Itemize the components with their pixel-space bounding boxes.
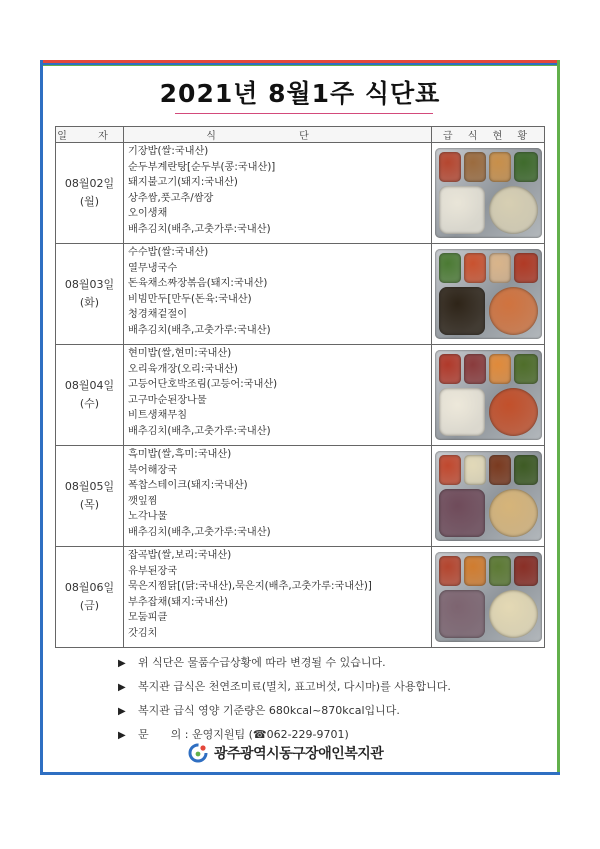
- tray-compartment: [439, 186, 485, 234]
- tray-compartment: [489, 152, 511, 182]
- tray-compartment: [489, 489, 538, 537]
- menu-item: 갓김치: [128, 627, 158, 639]
- menu-item: 고구마순된장나물: [128, 394, 207, 406]
- menu-item: 열무냉국수: [128, 262, 178, 274]
- header-menu: 식 단: [124, 127, 432, 143]
- arrow-icon: ▶: [118, 682, 126, 693]
- tray-compartment: [464, 556, 486, 586]
- tray-compartment: [489, 287, 538, 335]
- menu-item: 폭찹스테이크(돼지:국내산): [128, 480, 248, 492]
- tray-compartment: [514, 152, 538, 182]
- meal-tray-photo: [435, 148, 542, 238]
- menu-item: 노각나물: [128, 511, 168, 523]
- tray-compartment: [489, 186, 538, 234]
- table-row: [56, 547, 545, 648]
- date-cell: [56, 345, 124, 446]
- tray-compartment: [439, 455, 461, 485]
- meal-photo-cell: [432, 345, 545, 446]
- tray-compartment: [464, 152, 486, 182]
- note-text: 문 의 : 운영지원팀 (☎062-229-9701): [138, 728, 349, 741]
- page-title: 2021년 8월1주 식단표: [159, 79, 441, 108]
- menu-item: 현미밥(쌀,현미:국내산): [128, 348, 232, 359]
- tray-compartment: [514, 455, 538, 485]
- menu-item: 오이생채: [128, 208, 168, 220]
- date-label: 08월06일: [64, 581, 115, 594]
- menu-cell: [124, 143, 432, 244]
- tray-compartment: [439, 590, 485, 638]
- note-supply: [118, 651, 548, 675]
- arrow-icon: ▶: [118, 730, 126, 741]
- table-row: [56, 244, 545, 345]
- menu-item: 청경채겉절이: [128, 309, 188, 321]
- header-date: 일 자: [56, 127, 124, 143]
- tray-compartment: [514, 354, 538, 384]
- day-of-week: (금): [79, 599, 100, 612]
- menu-table-body: [56, 143, 545, 648]
- menu-item: 부추잡채(돼지:국내산): [128, 596, 228, 608]
- title-underline: [175, 113, 433, 114]
- menu-item: 흑미밥(쌀,흑미:국내산): [128, 449, 232, 460]
- day-of-week: (수): [79, 397, 100, 410]
- tray-compartment: [439, 556, 461, 586]
- table-row: [56, 345, 545, 446]
- menu-item: 돈육채소짜장볶음(돼지:국내산): [128, 278, 268, 290]
- menu-item: 유부된장국: [128, 565, 178, 577]
- menu-item: 수수밥(쌀:국내산): [128, 247, 209, 258]
- day-of-week: (화): [79, 296, 100, 309]
- day-of-week: (목): [79, 498, 100, 511]
- meal-tray-photo: [435, 552, 542, 642]
- date-cell: [56, 446, 124, 547]
- menu-item: 비빔만두[만두(돈육:국내산): [128, 293, 252, 305]
- menu-item: 모둠피클: [128, 612, 168, 624]
- tray-compartment: [439, 489, 485, 537]
- note-text: 복지관 급식 영양 기준량은 680kcal~870kcal입니다.: [138, 704, 400, 717]
- tray-compartment: [464, 354, 486, 384]
- menu-item: 배추김치(배추,고춧가루:국내산): [128, 324, 271, 336]
- menu-cell: [124, 547, 432, 648]
- frame-right-border: [557, 60, 560, 775]
- date-cell: [56, 244, 124, 345]
- menu-table: [55, 126, 545, 648]
- meal-photo-cell: [432, 143, 545, 244]
- meal-tray-photo: [435, 249, 542, 339]
- welfare-center-logo-icon: [188, 743, 208, 763]
- day-of-week: (월): [79, 195, 100, 208]
- date-label: 08월03일: [64, 278, 115, 291]
- tray-compartment: [464, 455, 486, 485]
- menu-item: 깻잎찜: [128, 495, 158, 507]
- menu-item: 배추김치(배추,고춧가루:국내산): [128, 425, 271, 437]
- menu-item: 배추김치(배추,고춧가루:국내산): [128, 223, 271, 235]
- note-seasoning: [118, 675, 548, 699]
- meal-tray-photo: [435, 451, 542, 541]
- tray-compartment: [514, 253, 538, 283]
- menu-item: 상추쌈,풋고추/쌈장: [128, 192, 214, 204]
- menu-item: 북어해장국: [128, 464, 178, 476]
- date-label: 08월05일: [64, 480, 115, 493]
- arrow-icon: ▶: [118, 658, 126, 669]
- frame-bottom-border: [40, 772, 560, 775]
- menu-item: 비트생채무침: [128, 410, 188, 422]
- tray-compartment: [489, 354, 511, 384]
- tray-compartment: [514, 556, 538, 586]
- frame-left-border: [40, 60, 43, 775]
- table-row: [56, 143, 545, 244]
- menu-item: 돼지불고기(돼지:국내산): [128, 177, 238, 189]
- note-nutrition: [118, 699, 548, 723]
- date-label: 08월02일: [64, 177, 115, 190]
- date-label: 08월04일: [64, 379, 115, 392]
- tray-compartment: [489, 556, 511, 586]
- menu-item: 기장밥(쌀:국내산): [128, 146, 209, 157]
- frame-top-border-green: [40, 65, 560, 66]
- menu-cell: [124, 446, 432, 547]
- table-header-row: [56, 127, 545, 143]
- tray-compartment: [439, 388, 485, 436]
- meal-photo-cell: [432, 446, 545, 547]
- date-cell: [56, 547, 124, 648]
- menu-cell: [124, 244, 432, 345]
- tray-compartment: [439, 287, 485, 335]
- meal-photo-cell: [432, 547, 545, 648]
- menu-item: 묵은지찜닭[(닭:국내산),묵은지(배추,고춧가루:국내산)]: [128, 581, 372, 593]
- notes-section: [118, 651, 548, 747]
- menu-item: 고등어단호박조림(고등어:국내산): [128, 379, 278, 391]
- menu-item: 잡곡밥(쌀,보리:국내산): [128, 550, 232, 561]
- tray-compartment: [489, 455, 511, 485]
- meal-tray-photo: [435, 350, 542, 440]
- note-text: 복지관 급식은 천연조미료(멸치, 표고버섯, 다시마)를 사용합니다.: [138, 680, 451, 693]
- date-cell: [56, 143, 124, 244]
- tray-compartment: [439, 152, 461, 182]
- arrow-icon: ▶: [118, 706, 126, 717]
- tray-compartment: [439, 354, 461, 384]
- tray-compartment: [489, 253, 511, 283]
- header-photo: 급 식 현 황: [432, 127, 545, 143]
- menu-item: 순두부계란탕[순두부(콩:국내산)]: [128, 161, 276, 173]
- menu-cell: [124, 345, 432, 446]
- tray-compartment: [464, 253, 486, 283]
- table-row: [56, 446, 545, 547]
- menu-item: 배추김치(배추,고춧가루:국내산): [128, 526, 271, 538]
- tray-compartment: [489, 590, 538, 638]
- organization-name: 광주광역시동구장애인복지관: [214, 746, 384, 762]
- tray-compartment: [489, 388, 538, 436]
- tray-compartment: [439, 253, 461, 283]
- note-text: 위 식단은 물품수급상황에 따라 변경될 수 있습니다.: [138, 656, 386, 669]
- meal-photo-cell: [432, 244, 545, 345]
- menu-item: 오리육개장(오리:국내산): [128, 363, 238, 375]
